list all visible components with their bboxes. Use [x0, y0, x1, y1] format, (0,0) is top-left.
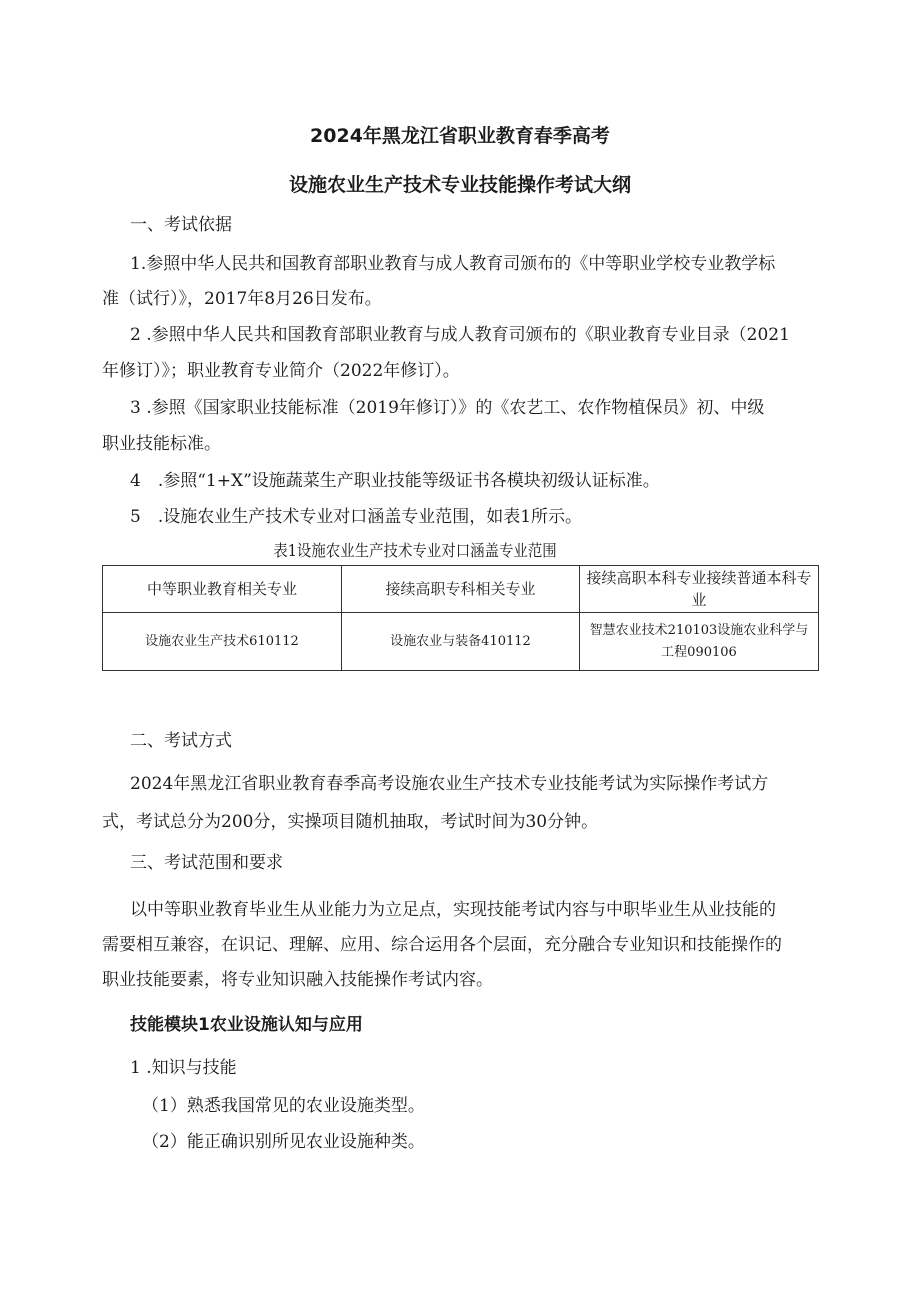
basis-item-4: 4 .参照“1+X”设施蔬菜生产职业技能等级证书各模块初级认证标准。: [130, 471, 660, 491]
table-cell: 设施农业生产技术610112: [103, 613, 342, 671]
basis-item-2-line-2: 年修订）》；职业教育专业简介（2022年修订）。: [102, 361, 460, 381]
section-3-heading: 三、考试范围和要求: [130, 853, 283, 873]
basis-item-1-line-2: 准（试行）》，2017年8月26日发布。: [102, 289, 382, 309]
exam-method-line-2: 式，考试总分为200分，实操项目随机抽取，考试时间为30分钟。: [102, 812, 599, 832]
table-header-row: [103, 566, 819, 613]
exam-scope-line-1: 以中等职业教育毕业生从业能力为立足点，实现技能考试内容与中职毕业生从业技能的: [130, 900, 776, 920]
basis-item-5: 5 .设施农业生产技术专业对口涵盖专业范围，如表1所示。: [130, 507, 583, 527]
section-2-heading: 二、考试方式: [130, 731, 232, 751]
basis-item-2-line-1: 2 .参照中华人民共和国教育部职业教育与成人教育司颁布的《职业教育专业目录（2021: [130, 325, 790, 345]
table-cell: 设施农业与装备410112: [342, 613, 580, 671]
section-1-heading: 一、考试依据: [130, 215, 232, 235]
table-header-cell: 接续高职专科相关专业: [342, 566, 580, 613]
basis-item-1-line-1: 1.参照中华人民共和国教育部职业教育与成人教育司颁布的《中等职业学校专业教学标: [130, 254, 776, 274]
basis-item-3-line-2: 职业技能标准。: [102, 434, 221, 454]
module-1-subheading: 1 .知识与技能: [130, 1058, 237, 1078]
module-1-point-2: （2）能正确识别所见农业设施种类。: [142, 1132, 425, 1152]
table-header-cell: 中等职业教育相关专业: [103, 566, 342, 613]
table-cell: 智慧农业技术210103设施农业科学与工程090106: [580, 613, 819, 671]
table-row: [103, 613, 819, 671]
title-line-1: 2024年黑龙江省职业教育春季高考: [310, 125, 610, 147]
module-1-heading: 技能模块1农业设施认知与应用: [130, 1015, 363, 1035]
major-coverage-table: [102, 565, 819, 671]
title-line-2: 设施农业生产技术专业技能操作考试大纲: [288, 174, 631, 196]
basis-item-3-line-1: 3 .参照《国家职业技能标准（2019年修订）》的《农艺工、农作物植保员》初、中级: [130, 398, 765, 418]
exam-method-line-1: 2024年黑龙江省职业教育春季高考设施农业生产技术专业技能考试为实际操作考试方: [130, 774, 769, 794]
exam-scope-line-2: 需要相互兼容，在识记、理解、应用、综合运用各个层面，充分融合专业知识和技能操作的: [102, 935, 782, 955]
module-1-point-1: （1）熟悉我国常见的农业设施类型。: [142, 1096, 425, 1116]
table-caption: 表1设施农业生产技术专业对口涵盖专业范围: [273, 541, 557, 560]
exam-scope-line-3: 职业技能要素，将专业知识融入技能操作考试内容。: [102, 970, 493, 990]
table-header-cell: 接续高职本科专业接续普通本科专业: [580, 566, 819, 613]
